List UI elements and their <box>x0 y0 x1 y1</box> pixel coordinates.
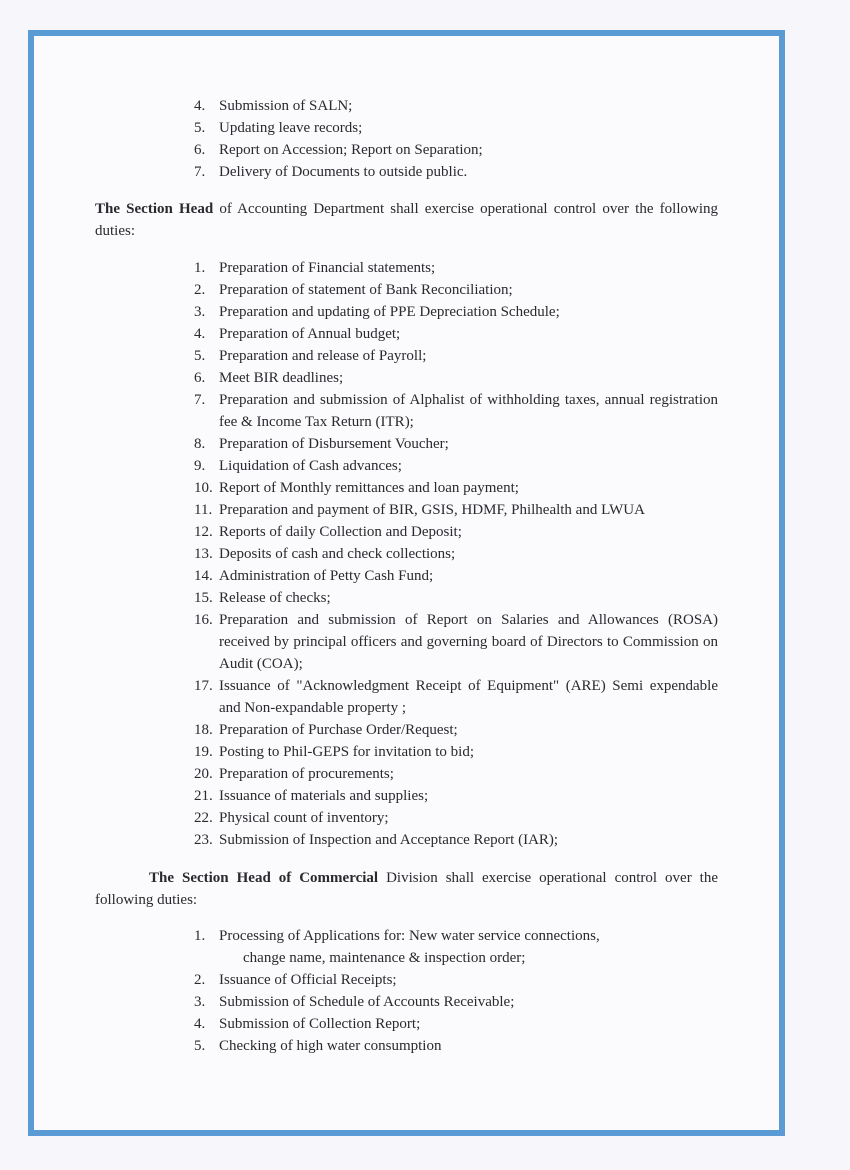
accounting-duties-list <box>194 257 718 851</box>
list-item: 1. Processing of Applications for: New water service connections, change name, maintenance & inspection order; <box>194 928 600 966</box>
section-head-bold: The Section Head of Commercial <box>149 870 379 886</box>
list-item: 7. Preparation and submission of Alphalist of withholding taxes, annual registration fee & Income Tax Return (ITR); <box>194 392 718 430</box>
admin-duties-list <box>194 95 714 183</box>
list-item: 3. Submission of Schedule of Accounts Receivable; <box>194 994 515 1010</box>
list-item: 5. Checking of high water consumption <box>194 1038 442 1054</box>
list-item: 4. Submission of Collection Report; <box>194 1016 421 1032</box>
commercial-intro-paragraph: The Section Head of Commercial Division shall exercise operational control over the following duties: <box>95 870 718 908</box>
list-item: 8. Preparation of Disbursement Voucher; <box>194 436 449 452</box>
list-item: 20. Preparation of procurements; <box>194 766 394 782</box>
list-item: 4. Preparation of Annual budget; <box>194 326 401 342</box>
list-item: 13. Deposits of cash and check collections; <box>194 546 456 562</box>
list-item: 4. Submission of SALN; <box>194 98 353 114</box>
list-item: 1. Preparation of Financial statements; <box>194 260 436 276</box>
list-item: 9. Liquidation of Cash advances; <box>194 458 402 474</box>
list-item: 17. Issuance of "Acknowledgment Receipt of Equipment" (ARE) Semi expendable and Non-expandable property ; <box>194 678 718 716</box>
list-item: 7. Delivery of Documents to outside public. <box>194 164 468 180</box>
list-item: 23. Submission of Inspection and Acceptance Report (IAR); <box>194 832 559 848</box>
commercial-duties-list <box>194 925 718 1057</box>
list-item: 6. Meet BIR deadlines; <box>194 370 344 386</box>
list-item: 3. Preparation and updating of PPE Depreciation Schedule; <box>194 304 560 320</box>
list-item: 21. Issuance of materials and supplies; <box>194 788 429 804</box>
list-item: 11. Preparation and payment of BIR, GSIS, HDMF, Philhealth and LWUA <box>194 502 645 518</box>
list-item: 6. Report on Accession; Report on Separation; <box>194 142 483 158</box>
list-item: 2. Preparation of statement of Bank Reconciliation; <box>194 282 513 298</box>
list-item: 14. Administration of Petty Cash Fund; <box>194 568 434 584</box>
list-item: 5. Updating leave records; <box>194 120 363 136</box>
list-item: 19. Posting to Phil-GEPS for invitation to bid; <box>194 744 475 760</box>
list-item: 22. Physical count of inventory; <box>194 810 389 826</box>
list-item: 18. Preparation of Purchase Order/Request; <box>194 722 458 738</box>
list-item: 15. Release of checks; <box>194 590 331 606</box>
list-item: 10. Report of Monthly remittances and loan payment; <box>194 480 519 496</box>
list-item: 16. Preparation and submission of Report on Salaries and Allowances (ROSA) received by principal officers and governing board of Directors to Commission on Audit (COA); <box>194 612 718 672</box>
accounting-intro-paragraph: The Section Head of Accounting Department shall exercise operational control over the following duties: <box>95 201 718 239</box>
section-head-bold: The Section Head <box>95 201 214 217</box>
list-item: 2. Issuance of Official Receipts; <box>194 972 397 988</box>
list-item: 5. Preparation and release of Payroll; <box>194 348 427 364</box>
list-item: 12. Reports of daily Collection and Deposit; <box>194 524 462 540</box>
